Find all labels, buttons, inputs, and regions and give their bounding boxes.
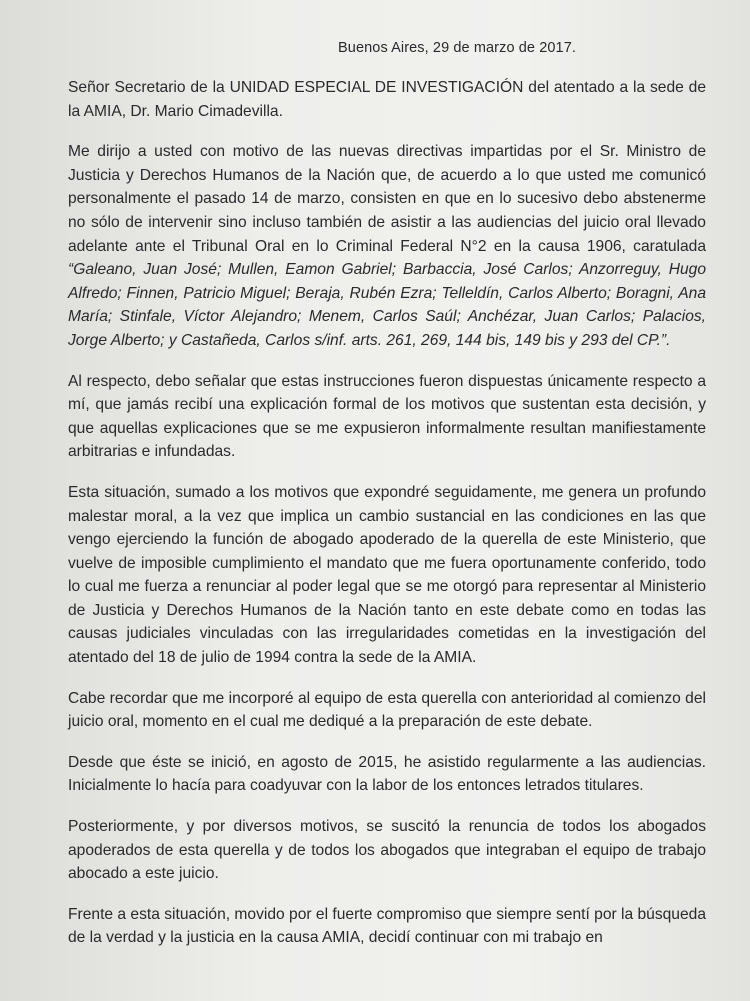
case-caption: “Galeano, Juan José; Mullen, Eamon Gabriel; Barbaccia, José Carlos; Anzorreguy, Hugo Alfredo; Finnen, Patricio Miguel; Beraja, Rubén Ezra; Telleldín, Carlos Alberto; Boragni, Ana María; Stinfale, Víctor Alejandro; Menem, Carlos Saúl; Anchézar, Juan Carlos; Palacios, Jorge Alberto; y Castañeda, Carlos s/inf. arts. 261, 269, 144 bis, 149 bis y 293 del CP.”. — [68, 261, 706, 349]
paragraph-2: Al respecto, debo señalar que estas instrucciones fueron dispuestas únicamente respecto a mí, que jamás recibí una explicación formal de los motivos que sustentan esta decisión, y que aquellas explicaciones que se me expusieron informalmente resultan manifiestamente arbitrarias e infundadas. — [68, 372, 706, 461]
paragraph-4: Cabe recordar que me incorporé al equipo de esta querella con anterioridad al comienzo del juicio oral, momento en el cual me dediqué a la preparación de este debate. — [68, 689, 706, 731]
paragraph-1 — [68, 140, 706, 352]
date-line: Buenos Aires, 29 de marzo de 2017. — [338, 40, 576, 56]
paragraph-5: Desde que éste se inició, en agosto de 2015, he asistido regularmente a las audiencias. Inicialmente lo hacía para coadyuvar con la labor de los entonces letrados titulares. — [68, 753, 706, 795]
paragraph-1-intro: Me dirijo a usted con motivo de las nuevas directivas impartidas por el Sr. Ministro de Justicia y Derechos Humanos de la Nación que, de acuerdo a lo que usted me comunicó personalmente el pasado 14 de marzo, consisten en que en lo sucesivo debo abstenerme no sólo de intervenir sino incluso también de asistir a las audiencias del juicio oral llevado adelante ante el Tribunal Oral en lo Criminal Federal N°2 en la causa 1906, caratulada — [68, 143, 706, 255]
paragraph-3: Esta situación, sumado a los motivos que expondré seguidamente, me genera un profundo malestar moral, a la vez que implica un cambio sustancial en las condiciones en las que vengo ejerciendo la función de abogado apoderado de la querella de este Ministerio, que vuelve de imposible cumplimiento el mandato que me fuera oportunamente conferido, todo lo cual me fuerza a renunciar al poder legal que se me otorgó para representar al Ministerio de Justicia y Derechos Humanos de la Nación tanto en este debate como en todas las causas judiciales vinculadas con las irregularidades cometidas en la investigación del atentado del 18 de julio de 1994 contra la sede de la AMIA. — [68, 483, 706, 667]
paragraph-7: Frente a esta situación, movido por el fuerte compromiso que siempre sentí por la búsqueda de la verdad y la justicia en la causa AMIA, decidí continuar con mi trabajo en — [68, 905, 706, 947]
addressee-paragraph: Señor Secretario de la UNIDAD ESPECIAL DE INVESTIGACIÓN del atentado a la sede de la AMIA, Dr. Mario Cimadevilla. — [68, 79, 706, 120]
paragraph-6: Posteriormente, y por diversos motivos, se suscitó la renuncia de todos los abogados apoderados de esta querella y de todos los abogados que integraban el equipo de trabajo abocado a este juicio. — [68, 818, 706, 883]
